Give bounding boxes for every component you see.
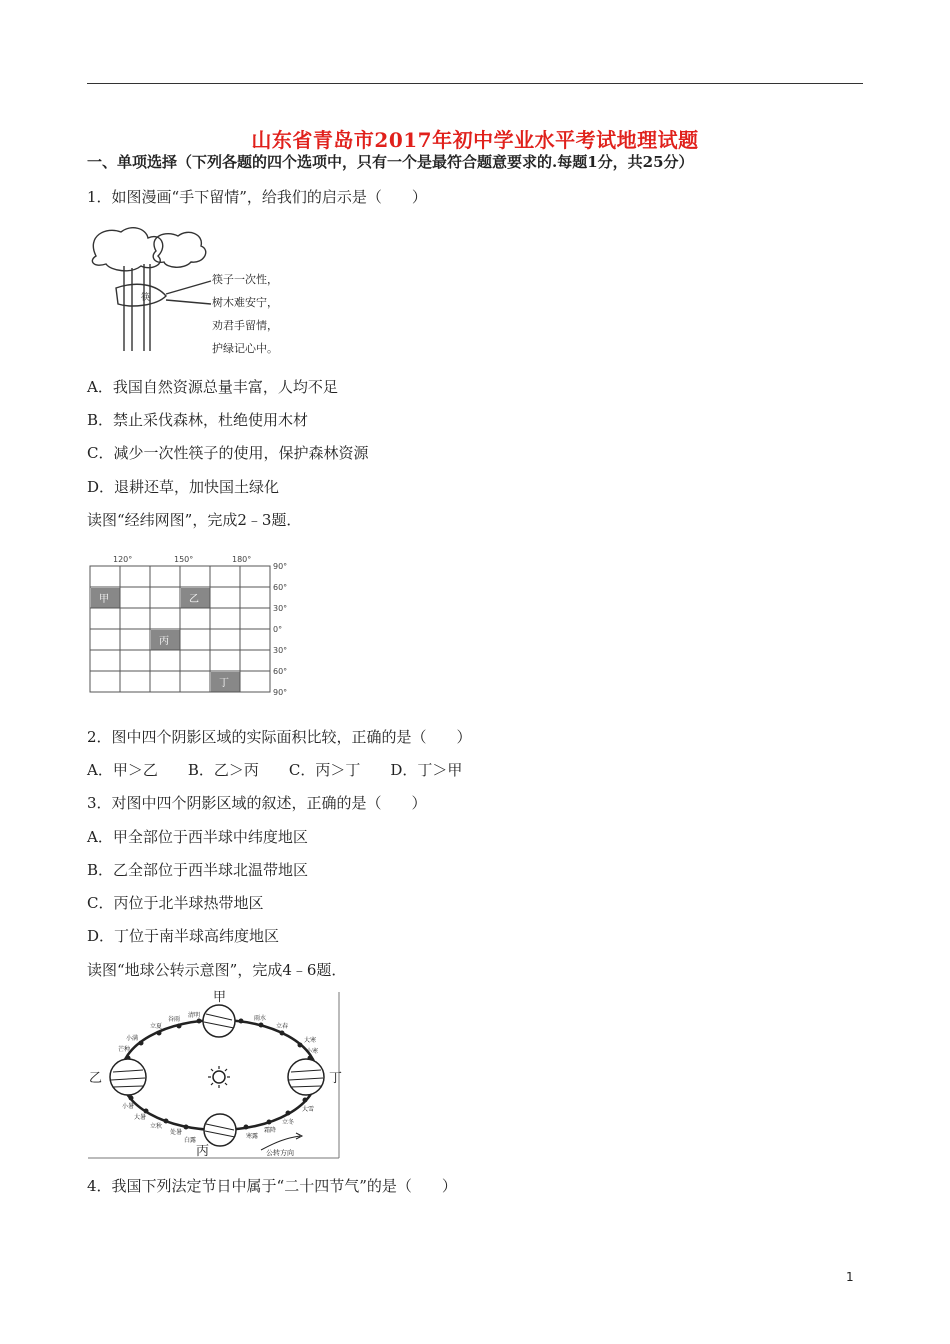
term-label: 雨水 xyxy=(254,1015,267,1022)
question-3-option-c: C．丙位于北半球热带地区 xyxy=(87,894,264,912)
term-label: 寒露 xyxy=(246,1133,259,1140)
term-label: 处暑 xyxy=(170,1129,183,1136)
cartoon-line-1: 筷子一次性， xyxy=(212,273,278,286)
question-4-stem: 4．我国下列法定节日中属于“二十四节气”的是（ ） xyxy=(87,1177,457,1195)
orbit-direction-label: 公转方向 xyxy=(266,1149,294,1157)
grid-top-label: 120° xyxy=(113,555,133,564)
position-label-ding: 丁 xyxy=(329,1071,342,1086)
question-3-option-a: A．甲全部位于西半球中纬度地区 xyxy=(87,828,308,846)
earth-position-jia xyxy=(203,1005,235,1037)
grid-right-label: 60° xyxy=(273,583,288,592)
term-label: 芒种 xyxy=(118,1046,131,1053)
cell-label-yi: 乙 xyxy=(189,594,199,605)
svg-text:筷: 筷 xyxy=(141,293,151,303)
cartoon-line-2: 树木难安宁， xyxy=(212,296,278,309)
cartoon-line-4: 护绿记心中。 xyxy=(212,342,278,355)
question-1-stem: 1．如图漫画“手下留情”，给我们的启示是（ ） xyxy=(87,188,427,206)
question-3-option-b: B．乙全部位于西半球北温带地区 xyxy=(87,861,309,879)
position-label-yi: 乙 xyxy=(89,1071,103,1086)
term-label: 霜降 xyxy=(264,1127,277,1134)
question-2-options: A．甲＞乙 B．乙＞丙 C．丙＞丁 D．丁＞甲 xyxy=(87,761,463,779)
term-label: 立秋 xyxy=(150,1123,163,1130)
grid-top-label: 150° xyxy=(174,555,194,564)
question-1-option-d: D．退耕还草，加快国土绿化 xyxy=(87,478,280,496)
term-label: 大寒 xyxy=(304,1037,317,1044)
cartoon-figure xyxy=(86,226,286,356)
term-label: 立冬 xyxy=(282,1119,295,1126)
term-label: 小寒 xyxy=(306,1048,319,1055)
grid-right-label: 30° xyxy=(273,604,288,613)
question-3-option-d: D．丁位于南半球高纬度地区 xyxy=(87,927,280,945)
position-label-bing: 丙 xyxy=(196,1144,210,1159)
reading-prompt-1: 读图“经纬网图”，完成2﹣3题． xyxy=(87,511,302,529)
question-1-option-b: B．禁止采伐森林，杜绝使用木材 xyxy=(87,411,309,429)
term-label: 立春 xyxy=(276,1023,289,1030)
term-label: 小满 xyxy=(126,1035,139,1042)
term-label: 清明 xyxy=(188,1012,201,1019)
section-heading: 一、单项选择（下列各题的四个选项中，只有一个是最符合题意要求的.每题1分，共25分） xyxy=(87,153,694,171)
header-rule xyxy=(87,83,863,84)
cell-label-bing: 丙 xyxy=(159,636,169,647)
page-number: 1 xyxy=(846,1270,854,1284)
term-label: 立夏 xyxy=(150,1023,163,1030)
position-label-jia: 甲 xyxy=(213,990,227,1005)
question-2-stem: 2．图中四个阴影区域的实际面积比较，正确的是（ ） xyxy=(87,728,472,746)
grid-top-label: 180° xyxy=(232,555,252,564)
question-1-option-a: A．我国自然资源总量丰富，人均不足 xyxy=(87,378,338,396)
grid-right-label: 0° xyxy=(273,625,283,634)
term-label: 小暑 xyxy=(122,1103,135,1110)
term-label: 大暑 xyxy=(134,1114,147,1121)
question-1-option-c: C．减少一次性筷子的使用，保护森林资源 xyxy=(87,444,369,462)
cartoon-line-3: 劝君手留情， xyxy=(212,319,278,332)
earth-orbit-figure xyxy=(86,990,342,1160)
earth-position-bing xyxy=(204,1114,236,1146)
earth-position-ding xyxy=(288,1059,324,1095)
grid-right-label: 60° xyxy=(273,667,288,676)
term-label: 白露 xyxy=(184,1137,197,1144)
reading-prompt-2: 读图“地球公转示意图”，完成4﹣6题． xyxy=(87,961,347,979)
term-label: 大雪 xyxy=(302,1106,315,1113)
question-3-stem: 3．对图中四个阴影区域的叙述，正确的是（ ） xyxy=(87,794,427,812)
cell-label-jia: 甲 xyxy=(99,594,109,605)
latlong-grid-figure xyxy=(86,550,296,702)
grid-right-label: 90° xyxy=(273,688,288,697)
grid-right-label: 30° xyxy=(273,646,288,655)
page-title: 山东省青岛市2017年初中学业水平考试地理试题 xyxy=(251,128,699,152)
term-label: 谷雨 xyxy=(168,1016,181,1023)
sun-icon xyxy=(208,1066,230,1088)
earth-position-yi xyxy=(110,1059,146,1095)
cell-label-ding: 丁 xyxy=(219,678,229,689)
grid-right-label: 90° xyxy=(273,562,288,571)
